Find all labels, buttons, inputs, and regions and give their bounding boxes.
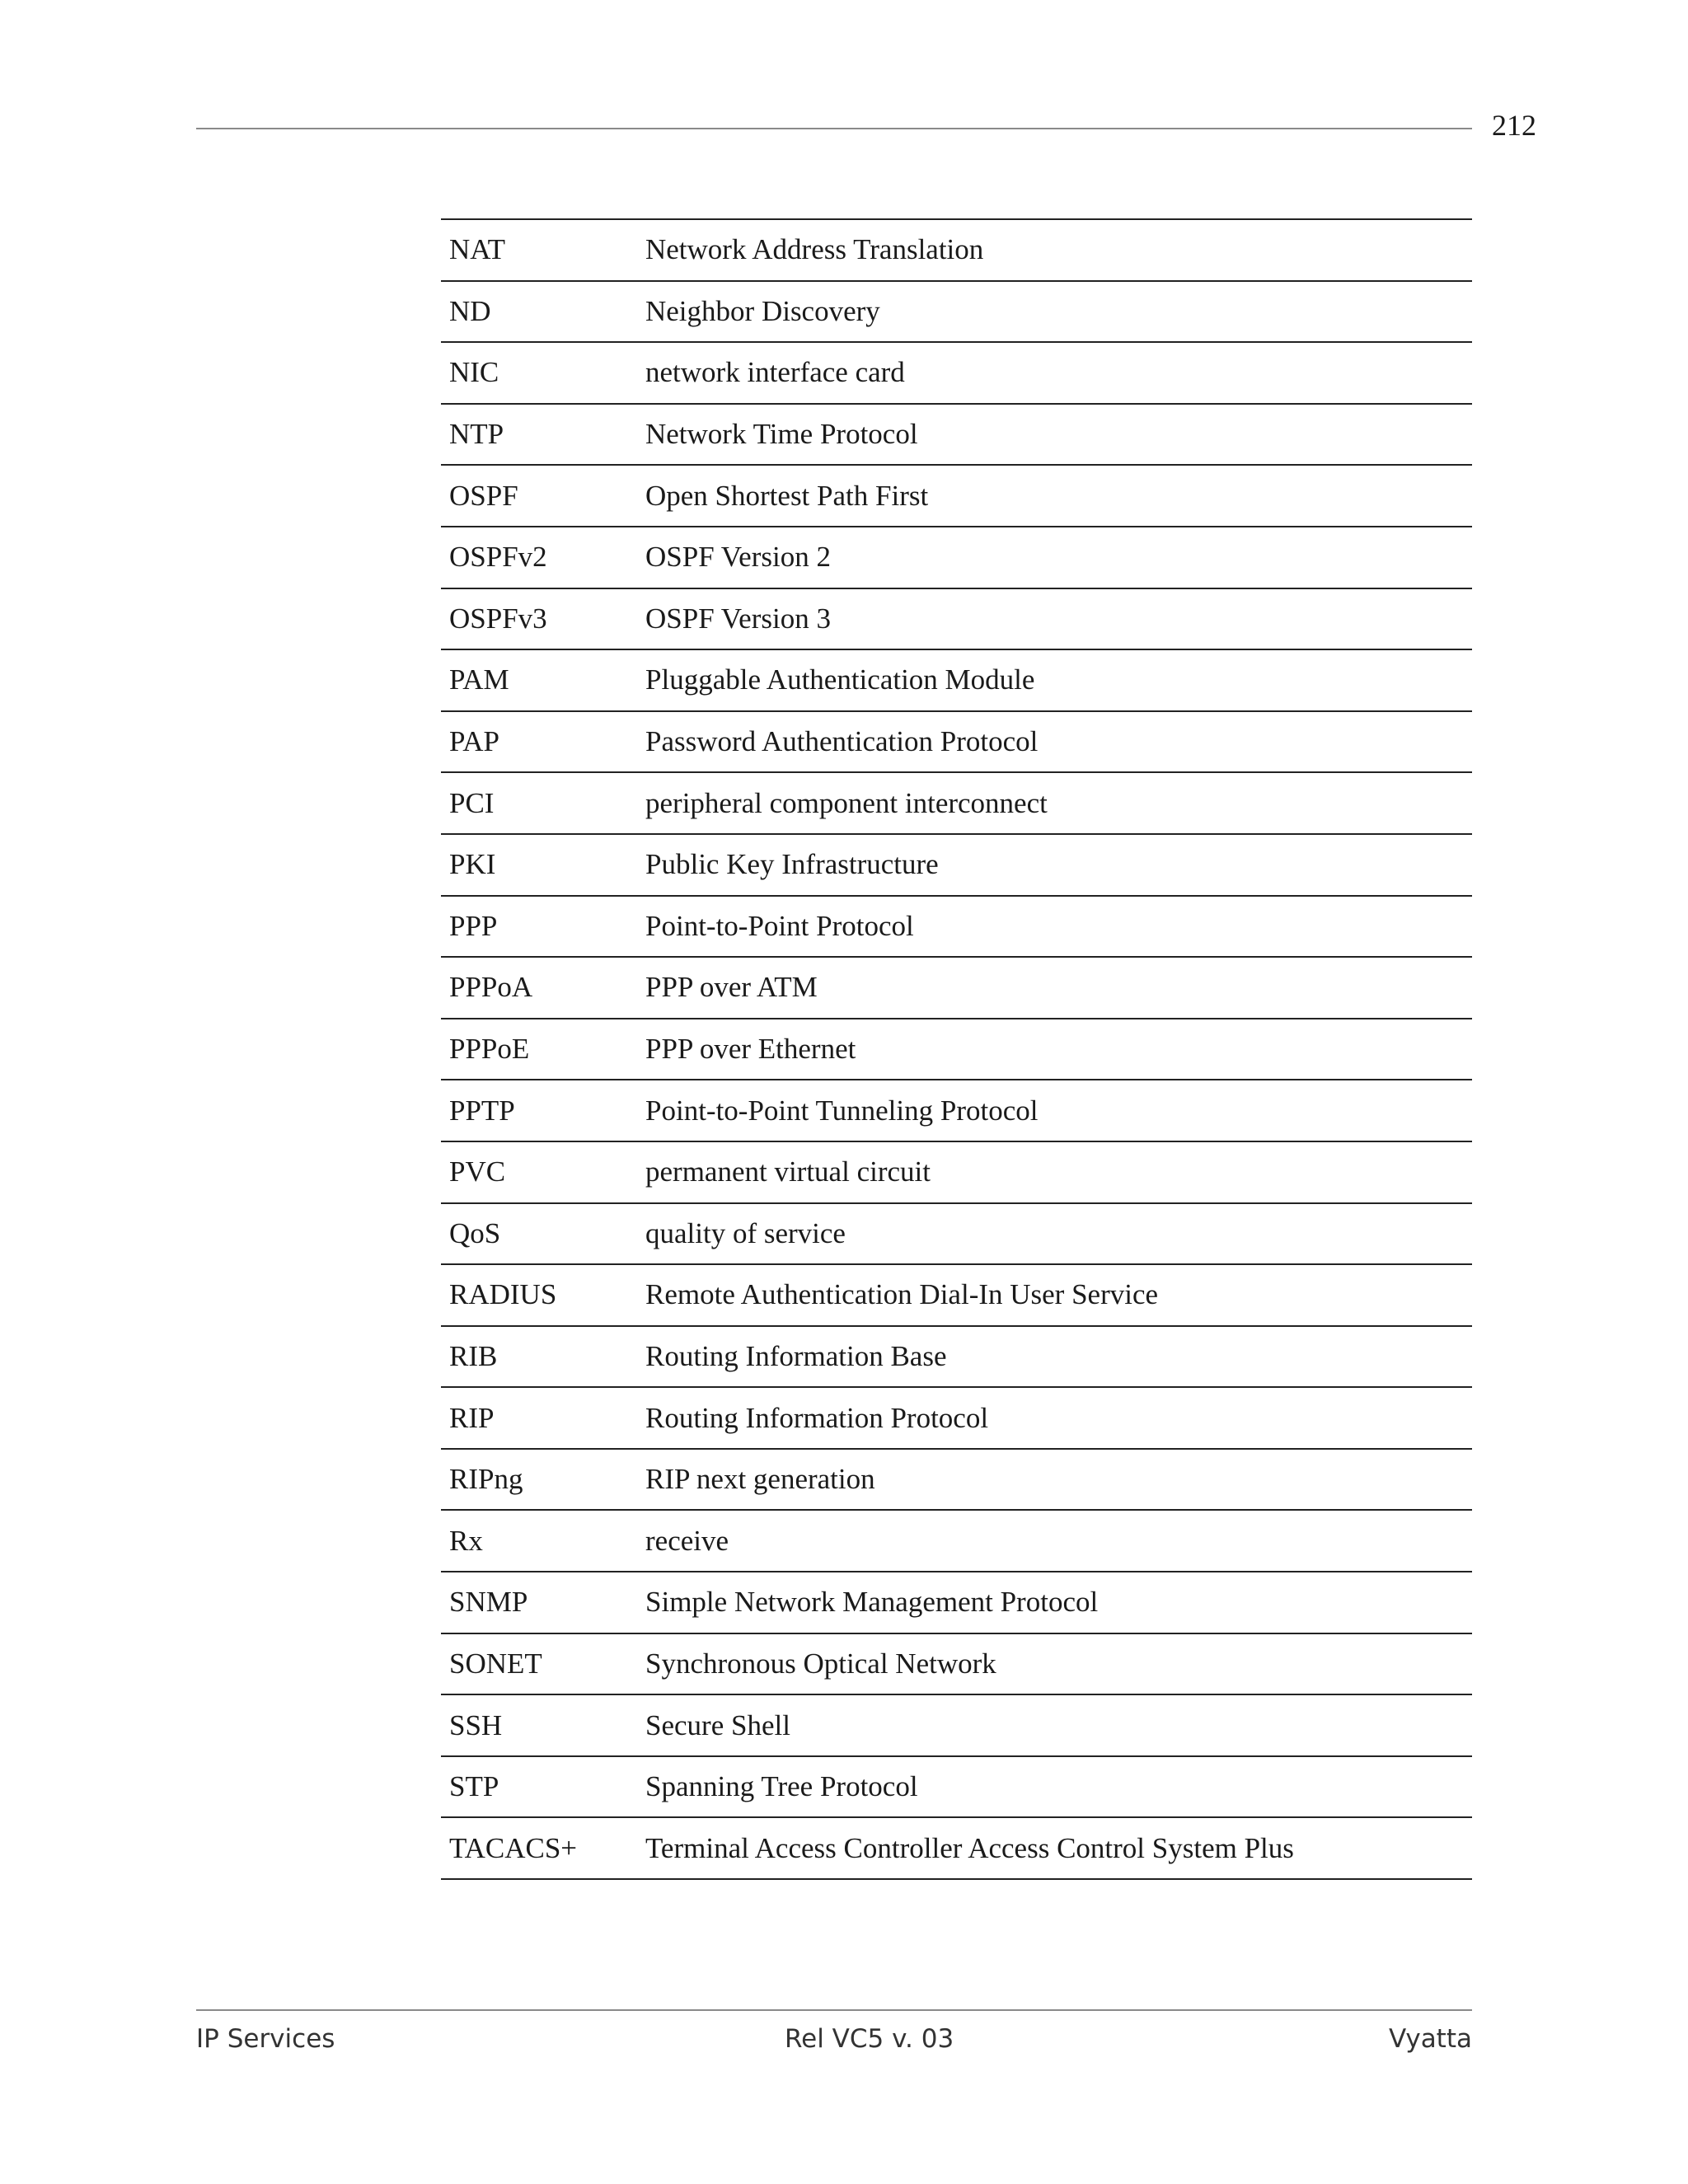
table-row bbox=[441, 1633, 1472, 1695]
definition-cell: permanent virtual circuit bbox=[645, 1155, 931, 1188]
abbreviation-cell: STP bbox=[449, 1770, 499, 1803]
table-row bbox=[441, 1080, 1472, 1141]
abbreviation-cell: Rx bbox=[449, 1524, 483, 1557]
abbreviation-cell: SONET bbox=[449, 1647, 542, 1680]
abbreviation-cell: OSPFv2 bbox=[449, 541, 547, 574]
definition-cell: Remote Authentication Dial-In User Service bbox=[645, 1278, 1159, 1311]
table-row bbox=[441, 957, 1472, 1019]
abbreviation-cell: QoS bbox=[449, 1216, 501, 1249]
abbreviation-cell: RIPng bbox=[449, 1463, 523, 1496]
definition-cell: PPP over Ethernet bbox=[645, 1033, 856, 1066]
definition-cell: Synchronous Optical Network bbox=[645, 1647, 996, 1680]
footer-release: Rel VC5 v. 03 bbox=[785, 2024, 954, 2054]
table-row bbox=[441, 1141, 1472, 1203]
footer-document-title: IP Services bbox=[196, 2024, 335, 2054]
table-row bbox=[441, 1203, 1472, 1265]
footer-rule bbox=[196, 2009, 1472, 2011]
definition-cell: Simple Network Management Protocol bbox=[645, 1586, 1099, 1619]
definition-cell: Network Address Translation bbox=[645, 233, 984, 266]
glossary-table bbox=[441, 218, 1472, 1880]
abbreviation-cell: NIC bbox=[449, 356, 499, 389]
table-row bbox=[441, 1694, 1472, 1756]
table-row bbox=[441, 1387, 1472, 1449]
table-row bbox=[441, 342, 1472, 404]
abbreviation-cell: TACACS+ bbox=[449, 1831, 578, 1864]
definition-cell: peripheral component interconnect bbox=[645, 786, 1048, 819]
abbreviation-cell: SNMP bbox=[449, 1586, 528, 1619]
table-row bbox=[441, 896, 1472, 958]
abbreviation-cell: PPPoA bbox=[449, 971, 533, 1004]
table-row bbox=[441, 1572, 1472, 1633]
definition-cell: Spanning Tree Protocol bbox=[645, 1770, 918, 1803]
definition-cell: Pluggable Authentication Module bbox=[645, 663, 1035, 696]
table-row bbox=[441, 1264, 1472, 1326]
table-row bbox=[441, 1019, 1472, 1080]
definition-cell: RIP next generation bbox=[645, 1463, 875, 1496]
table-row bbox=[441, 1326, 1472, 1388]
definition-cell: Routing Information Base bbox=[645, 1339, 947, 1372]
definition-cell: Password Authentication Protocol bbox=[645, 725, 1039, 758]
abbreviation-cell: PCI bbox=[449, 786, 495, 819]
glossary-body bbox=[441, 219, 1472, 1879]
abbreviation-cell: NTP bbox=[449, 418, 504, 451]
abbreviation-cell: OSPFv3 bbox=[449, 602, 547, 635]
definition-cell: PPP over ATM bbox=[645, 971, 818, 1004]
abbreviation-cell: PAM bbox=[449, 663, 509, 696]
page-number: 212 bbox=[1492, 109, 1536, 142]
abbreviation-cell: ND bbox=[449, 294, 491, 327]
definition-cell: receive bbox=[645, 1524, 729, 1557]
table-row bbox=[441, 219, 1472, 281]
definition-cell: Secure Shell bbox=[645, 1708, 790, 1741]
table-row bbox=[441, 404, 1472, 466]
definition-cell: Neighbor Discovery bbox=[645, 294, 880, 327]
table-row bbox=[441, 588, 1472, 650]
abbreviation-cell: PPTP bbox=[449, 1094, 515, 1127]
abbreviation-cell: PAP bbox=[449, 725, 499, 758]
abbreviation-cell: PVC bbox=[449, 1155, 506, 1188]
abbreviation-cell: SSH bbox=[449, 1708, 503, 1741]
header-rule bbox=[196, 128, 1472, 129]
table-row bbox=[441, 649, 1472, 711]
abbreviation-cell: PPP bbox=[449, 909, 498, 942]
definition-cell: Point-to-Point Tunneling Protocol bbox=[645, 1094, 1039, 1127]
definition-cell: Terminal Access Controller Access Control System Plus bbox=[645, 1831, 1294, 1864]
table-row bbox=[441, 1756, 1472, 1818]
table-row bbox=[441, 772, 1472, 834]
table-row bbox=[441, 465, 1472, 527]
definition-cell: OSPF Version 3 bbox=[645, 602, 831, 635]
table-row bbox=[441, 711, 1472, 773]
abbreviation-cell: RIB bbox=[449, 1339, 498, 1372]
definition-cell: Point-to-Point Protocol bbox=[645, 909, 914, 942]
abbreviation-cell: PPPoE bbox=[449, 1033, 530, 1066]
definition-cell: Routing Information Protocol bbox=[645, 1401, 989, 1434]
table-row bbox=[441, 1817, 1472, 1879]
definition-cell: network interface card bbox=[645, 356, 905, 389]
definition-cell: Open Shortest Path First bbox=[645, 479, 929, 512]
table-row bbox=[441, 281, 1472, 343]
abbreviation-cell: RADIUS bbox=[449, 1278, 557, 1311]
table-row bbox=[441, 834, 1472, 896]
table-row bbox=[441, 1510, 1472, 1572]
definition-cell: Network Time Protocol bbox=[645, 418, 918, 451]
footer-company: Vyatta bbox=[1388, 2024, 1472, 2054]
abbreviation-cell: PKI bbox=[449, 848, 496, 881]
abbreviation-cell: OSPF bbox=[449, 479, 518, 512]
table-row bbox=[441, 1449, 1472, 1511]
definition-cell: OSPF Version 2 bbox=[645, 541, 831, 574]
definition-cell: quality of service bbox=[645, 1216, 846, 1249]
abbreviation-cell: NAT bbox=[449, 233, 506, 266]
abbreviation-cell: RIP bbox=[449, 1401, 495, 1434]
table-row bbox=[441, 527, 1472, 588]
definition-cell: Public Key Infrastructure bbox=[645, 848, 939, 881]
